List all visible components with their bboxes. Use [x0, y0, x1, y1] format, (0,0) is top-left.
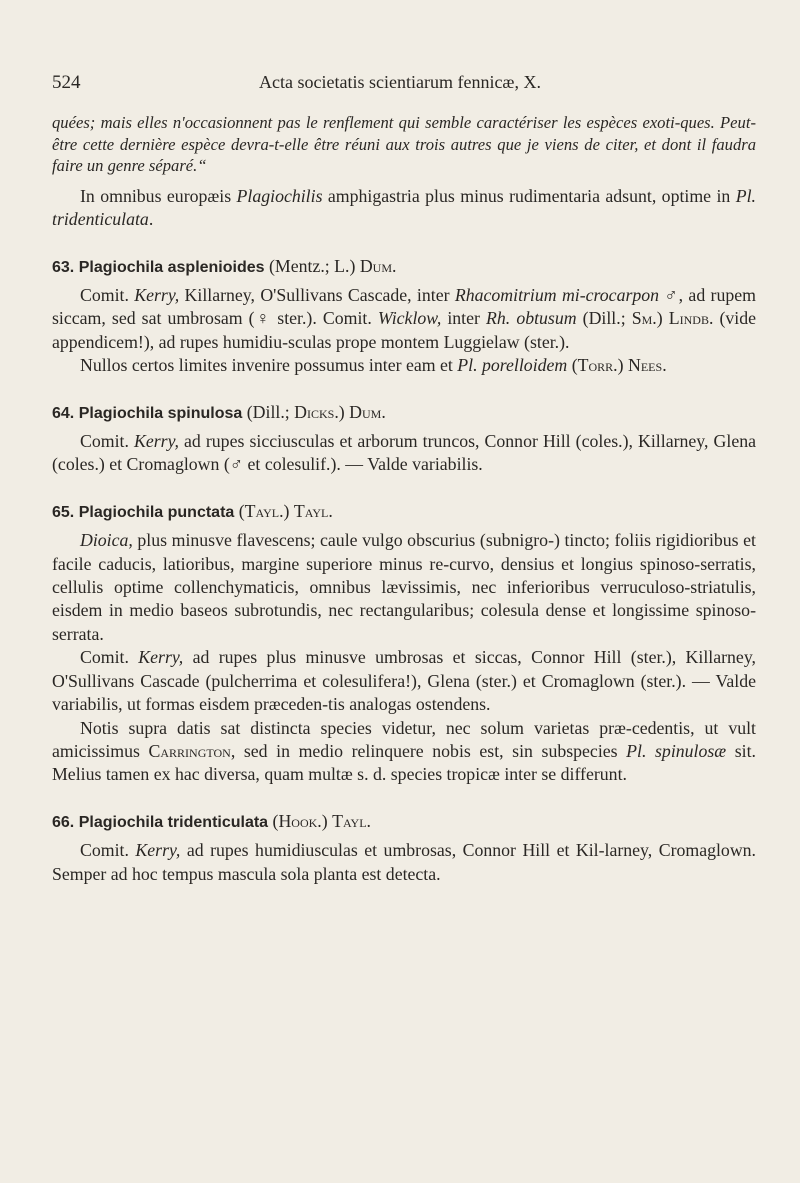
- authority-sc: Sm.: [631, 308, 657, 329]
- species-heading-66: [52, 810, 756, 834]
- running-head: Acta societatis scientiarum fennicæ, X.: [259, 72, 541, 92]
- page-number: 524: [52, 72, 81, 93]
- text-run: ad rupes sicciusculas et arborum truncos, Connor Hill (coles.), Killarney, Glena (coles.) et Cromaglown (♂ et colesulif.). — Valde variabilis.: [52, 431, 756, 475]
- authority-sc: Dum.: [359, 255, 397, 276]
- authority-sc: Hook.: [278, 810, 322, 831]
- authority: (Mentz.; L.): [264, 255, 360, 276]
- location: Kerry,: [135, 840, 181, 861]
- authority-sc: Carrington: [148, 740, 231, 761]
- species-heading-65: [52, 500, 756, 524]
- authority-sc: Nees: [628, 355, 663, 376]
- species-65-paragraph-2: [52, 646, 756, 716]
- location: Wicklow,: [377, 308, 442, 329]
- species-title: Plagiochila spinulosa: [78, 404, 243, 422]
- species-number: 64.: [52, 404, 75, 422]
- location: Kerry,: [134, 285, 180, 305]
- french-quote: quées; mais elles n'occasionnent pas le renflement qui semble caractériser les espèces exoti-ques. Peut-être cette dernière espèce devra-t-elle être réuni aux trois autres que je viens de citer, et dont il faudra faire un genre séparé.“: [52, 113, 756, 176]
- genus-name: Plagiochilis: [236, 185, 323, 206]
- text-run: Comit.: [80, 647, 139, 668]
- species-name: Rh. obtusum: [486, 308, 577, 329]
- authority: (Dill.;: [242, 401, 295, 422]
- page-header: [52, 72, 748, 100]
- text-run: Comit.: [80, 840, 136, 861]
- intro-paragraph: [52, 185, 756, 232]
- species-name: Pl. tridenticulata: [52, 185, 756, 230]
- authority-sc: Torr.: [577, 355, 618, 376]
- text-run: ): [656, 308, 669, 329]
- text-run: plus minusve flavescens; caule vulgo obscurius (subnigro-) tincto; foliis rigidioribus et facile caducis, latioribus, margine superiore minus re-curvo, densius et longius spinoso-serratis, cellulis optime collenchymaticis, omnibus lævissimis, nec inferioribus verruculoso-striatulis, eisdem in medio baseos subrotundis, nec rectangularibus; colesula dense et longissime spinoso-serrata.: [52, 530, 756, 644]
- species-name: Pl. spinulosæ: [626, 740, 727, 761]
- species-number: 63.: [52, 258, 75, 276]
- species-number: 66.: [52, 813, 75, 831]
- text-run: sit. Melius tamen ex hac diversa, quam multæ s. d. species tropicæ inter se differunt.: [52, 740, 756, 785]
- authority: ): [321, 810, 333, 831]
- species-name: Pl. porelloidem: [457, 355, 568, 376]
- species-heading-64: [52, 401, 756, 425]
- text-run: Killarney, O'Sullivans Cascade, inter: [179, 285, 455, 305]
- species-number: 65.: [52, 503, 75, 521]
- text-run: (Dill.;: [576, 308, 632, 329]
- species-65-paragraph-3: [52, 717, 756, 787]
- species-63-paragraph-2: [52, 354, 756, 377]
- text-run: (: [567, 355, 578, 376]
- text-run: ad rupes humidiusculas et umbrosas, Connor Hill et Kil-larney, Cromaglown. Semper ad hoc tempus mascula sola planta est detecta.: [52, 840, 757, 884]
- authority-sc: Dicks.: [294, 401, 339, 422]
- text-run: ): [617, 355, 628, 376]
- text-run: In omnibus europæis: [80, 185, 237, 206]
- authority-sc: Tayl.: [293, 500, 333, 521]
- authority: (: [234, 500, 245, 521]
- term: Dioica,: [80, 530, 133, 551]
- species-title: Plagiochila tridenticulata: [78, 813, 269, 831]
- text-run: Comit.: [80, 431, 134, 452]
- text-run: .: [148, 209, 154, 230]
- text-run: , sed in medio relinquere nobis est, sin subspecies: [230, 740, 627, 761]
- authority: ): [283, 500, 294, 521]
- species-66-paragraph-1: [52, 839, 756, 886]
- species-title: Plagiochila punctata: [78, 503, 235, 521]
- text-run: amphigastria plus minus rudimentaria adsunt, optime in: [322, 185, 736, 206]
- species-title: Plagiochila asplenioides: [78, 258, 265, 276]
- text-run: ♂, ad rupem siccam, sed sat umbrosam (♀ ster.). Comit.: [52, 285, 756, 329]
- text-run: Comit.: [80, 285, 135, 305]
- authority-sc: Tayl.: [244, 500, 284, 521]
- species-64-paragraph-1: [52, 430, 756, 477]
- authority: (: [268, 810, 279, 831]
- text-run: Notis supra datis sat distincta species videtur, nec solum varietas præ-cedentis, ut vult amicissimus: [52, 717, 756, 761]
- text-run: inter: [441, 308, 487, 329]
- authority-sc: Tayl.: [332, 810, 371, 831]
- text-run: (vide appendicem!), ad rupes humidiu-sculas prope montem Luggielaw (ster.).: [52, 308, 757, 352]
- page-body: [52, 112, 756, 886]
- location: Kerry,: [133, 431, 179, 452]
- species-heading-63: [52, 255, 756, 279]
- location: Kerry,: [138, 647, 184, 668]
- authority-sc: Dum.: [349, 401, 386, 422]
- species-name: Rhacomitrium mi-crocarpon: [454, 285, 660, 305]
- authority-sc: Lindb.: [668, 308, 714, 329]
- text-run: Nullos certos limites invenire possumus inter eam et: [80, 355, 458, 376]
- species-63-paragraph-1: [52, 284, 756, 354]
- text-run: ad rupes plus minusve umbrosas et siccas, Connor Hill (ster.), Killarney, O'Sullivans Cascade (pulcherrima et colesulifera!), Glena (ster.) et Cromaglown (ster.). — Valde variabilis, ut formas eisdem præceden-tis analogas ostendens.: [52, 647, 756, 715]
- text-run: .: [662, 355, 667, 376]
- species-65-paragraph-1: [52, 529, 756, 646]
- authority: ): [338, 401, 350, 422]
